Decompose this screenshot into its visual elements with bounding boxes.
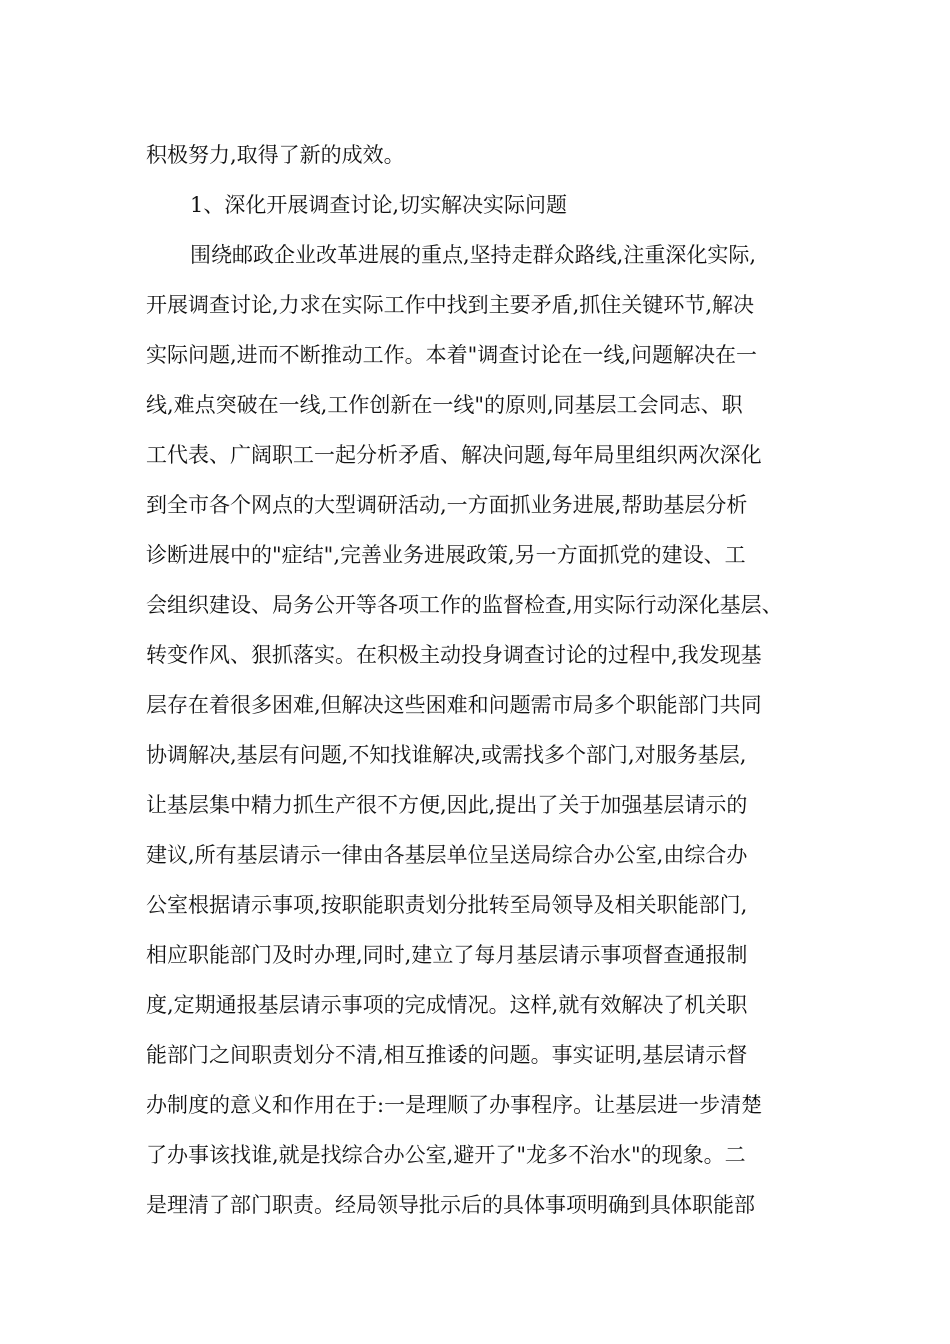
text-line: 办制度的意义和作用在于:一是理顺了办事程序。让基层进一步清楚 — [146, 1093, 763, 1117]
text-line: 工代表、广阔职工一起分析矛盾、解决问题,每年局里组织两次深化 — [146, 443, 762, 467]
text-line: 能部门之间职责划分不清,相互推诿的问题。事实证明,基层请示督 — [146, 1043, 748, 1067]
text-line: 协调解决,基层有问题,不知找谁解决,或需找多个部门,对服务基层, — [146, 743, 747, 767]
section-heading: 1、深化开展调查讨论,切实解决实际问题 — [190, 193, 568, 217]
text-line: 建议,所有基层请示一律由各基层单位呈送局综合办公室,由综合办 — [146, 843, 748, 867]
text-line: 线,难点突破在一线,工作创新在一线"的原则,同基层工会同志、职 — [146, 393, 743, 417]
text-line: 相应职能部门及时办理,同时,建立了每月基层请示事项督查通报制 — [146, 943, 748, 967]
body-text — [146, 130, 806, 1230]
text-line: 是理清了部门职责。经局领导批示后的具体事项明确到具体职能部 — [146, 1193, 755, 1217]
paragraph-first-line: 围绕邮政企业改革进展的重点,坚持走群众路线,注重深化实际, — [190, 243, 757, 267]
text-line: 层存在着很多困难,但解决这些困难和问题需市局多个职能部门共同 — [146, 693, 762, 717]
text-line: 实际问题,进而不断推动工作。本着"调查讨论在一线,问题解决在一 — [146, 343, 758, 367]
text-line: 转变作风、狠抓落实。在积极主动投身调查讨论的过程中,我发现基 — [146, 643, 762, 667]
text-line: 公室根据请示事项,按职能职责划分批转至局领导及相关职能部门, — [146, 893, 748, 917]
text-line: 到全市各个网点的大型调研活动,一方面抓业务进展,帮助基层分析 — [146, 493, 748, 517]
text-line: 让基层集中精力抓生产很不方便,因此,提出了关于加强基层请示的 — [146, 793, 748, 817]
text-line: 会组织建设、局务公开等各项工作的监督检查,用实际行动深化基层、 — [146, 593, 783, 617]
text-line: 开展调查讨论,力求在实际工作中找到主要矛盾,抓住关键环节,解决 — [146, 293, 755, 317]
text-line: 诊断进展中的"症结",完善业务进展政策,另一方面抓党的建设、工 — [146, 543, 746, 567]
text-line: 积极努力,取得了新的成效。 — [146, 143, 405, 167]
text-line: 度,定期通报基层请示事项的完成情况。这样,就有效解决了机关职 — [146, 993, 748, 1017]
text-line: 了办事该找谁,就是找综合办公室,避开了"龙多不治水"的现象。二 — [146, 1143, 746, 1167]
